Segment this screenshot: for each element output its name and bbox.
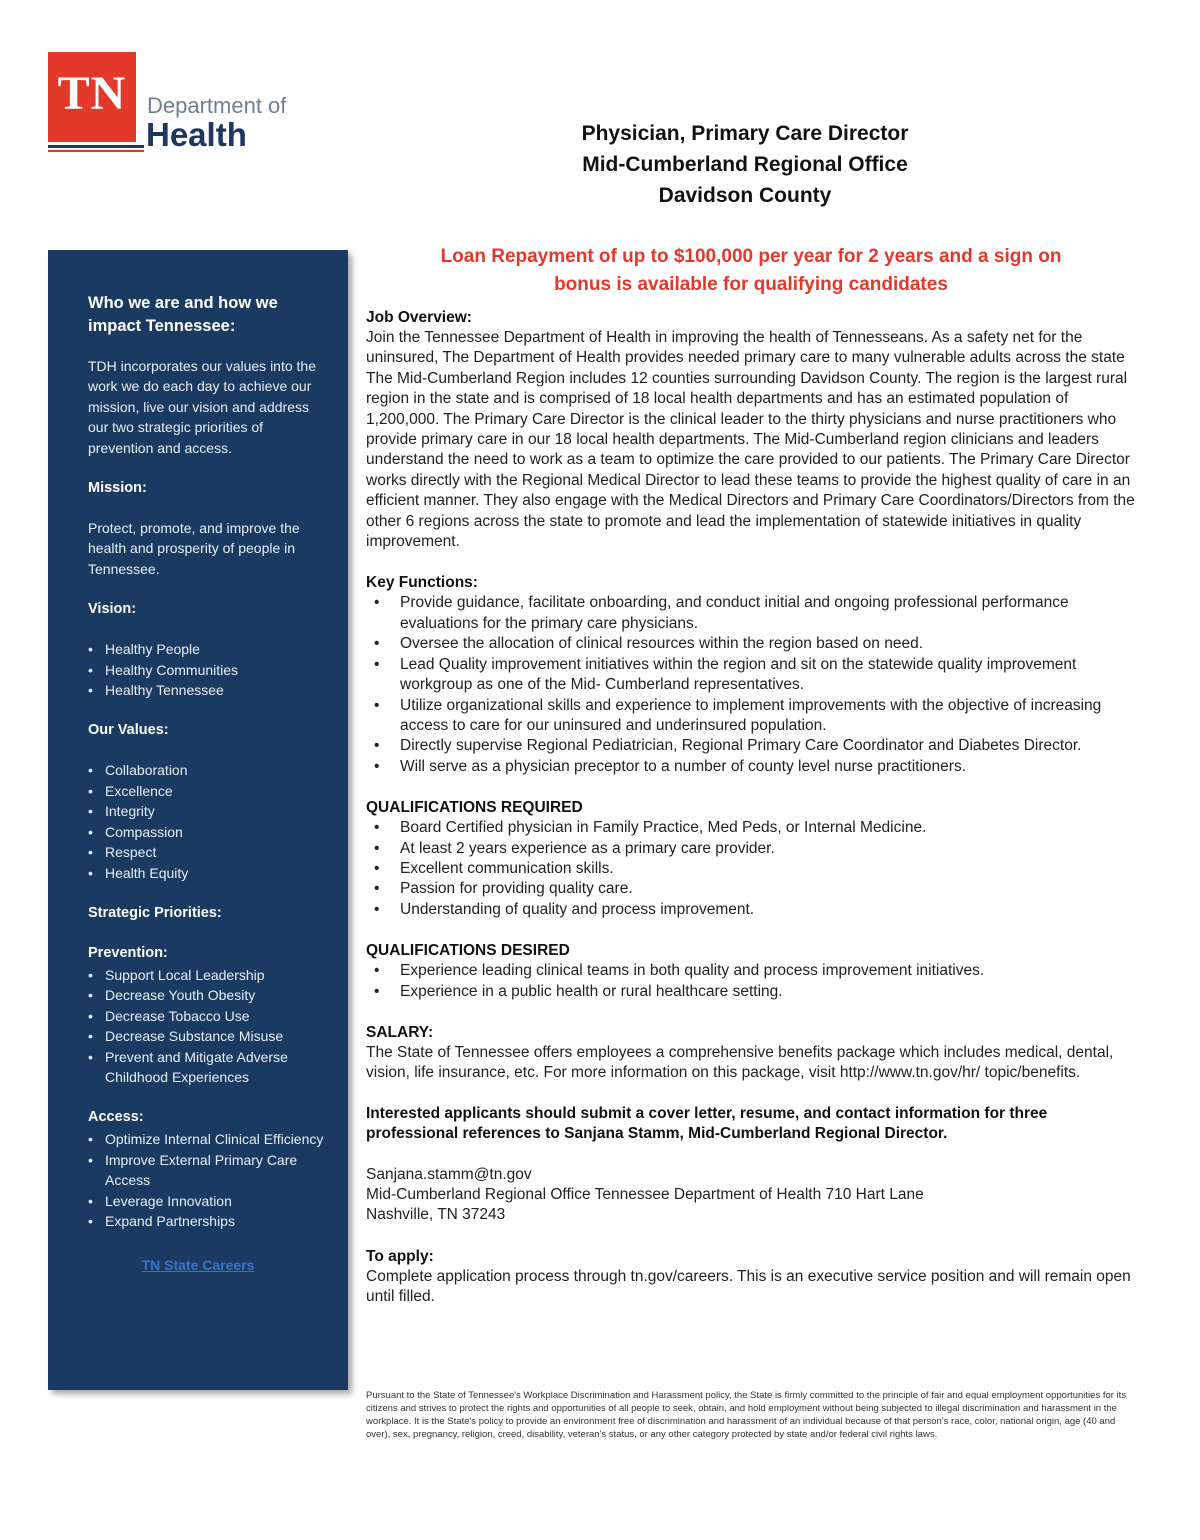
list-item: • Decrease Youth Obesity: [88, 985, 328, 1005]
list-item: • Decrease Tobacco Use: [88, 1006, 328, 1026]
list-item: • Healthy Communities: [88, 660, 328, 680]
qualifications-desired-heading: QUALIFICATIONS DESIRED: [366, 942, 570, 960]
job-title: Physician, Primary Care Director: [581, 122, 909, 145]
list-item: • Utilize organizational skills and experience to implement improvements with the objective of increasing access to care for our uninsured and underinsured population.: [366, 696, 1136, 737]
list-item: • Board Certified physician in Family Practice, Med Peds, or Internal Medicine.: [366, 818, 1136, 838]
promo-line-1: Loan Repayment of up to $100,000 per year for 2 years and a sign on: [440, 246, 1062, 267]
qualifications-required-heading: QUALIFICATIONS REQUIRED: [366, 799, 583, 817]
vision-list: [88, 639, 328, 700]
promo-line-2: bonus is available for qualifying candidates: [554, 274, 948, 295]
list-item: • Healthy People: [88, 639, 328, 659]
list-item: • Collaboration: [88, 760, 328, 780]
sidebar-heading: Who we are and how we impact Tennessee:: [88, 294, 278, 335]
salary-text: The State of Tennessee offers employees a comprehensive benefits package which includes medical, dental, vision, life insurance, etc. For more information on this package, visit http://www.tn.gov/hr/ topic/benefits.: [366, 1043, 1114, 1082]
office-title: Mid-Cumberland Regional Office: [582, 153, 908, 176]
list-item: • Decrease Substance Misuse: [88, 1026, 328, 1046]
logo-health-text: Health: [146, 116, 247, 153]
list-item: • Support Local Leadership: [88, 965, 328, 985]
values-heading: Our Values:: [88, 722, 169, 739]
list-item: • Integrity: [88, 801, 328, 821]
main-content: [366, 243, 1136, 1308]
key-functions-list: [366, 593, 1136, 777]
list-item: • Understanding of quality and process improvement.: [366, 900, 1136, 920]
job-title-block: [500, 118, 990, 211]
list-item: • Prevent and Mitigate Adverse Childhood Experiences: [88, 1047, 328, 1088]
sidebar-panel: [48, 250, 348, 1390]
sidebar-intro: TDH incorporates our values into the work we do each day to achieve our mission, live our vision and address our two strategic priorities of prevention and access.: [88, 358, 316, 456]
job-overview-heading: Job Overview:: [366, 309, 472, 326]
key-functions-heading: Key Functions:: [366, 574, 478, 592]
logo-department-text: Department of: [147, 93, 287, 118]
to-apply-text: Complete application process through tn.gov/careers. This is an executive service position and will remain open until filled.: [366, 1267, 1131, 1306]
list-item: • Excellent communication skills.: [366, 859, 1136, 879]
logo-red-bar: [48, 150, 144, 152]
list-item: • Health Equity: [88, 863, 328, 883]
list-item: • Oversee the allocation of clinical resources within the region based on need.: [366, 634, 1136, 654]
applicants-instructions: Interested applicants should submit a cover letter, resume, and contact information for three professional references to Sanjana Stamm, Mid-Cumberland Regional Director.: [366, 1104, 1048, 1143]
list-item: • Leverage Innovation: [88, 1191, 328, 1211]
list-item: • Excellence: [88, 781, 328, 801]
list-item: • Optimize Internal Clinical Efficiency: [88, 1129, 328, 1149]
list-item: • Experience leading clinical teams in both quality and process improvement initiatives.: [366, 961, 1136, 981]
list-item: • Expand Partnerships: [88, 1211, 328, 1231]
to-apply-heading: To apply:: [366, 1247, 434, 1265]
list-item: • Will serve as a physician preceptor to a number of county level nurse practitioners.: [366, 757, 1136, 777]
equal-opportunity-statement: Pursuant to the State of Tennessee's Workplace Discrimination and Harassment policy, the State is firmly committed to the principle of fair and equal employment opportunities for its citizens and strives to protect the rights and opportunities of all people to seek, obtain, and hold employment without being subjected to illegal discrimination and harassment in the workplace. It is the State's policy to provide an environment free of discrimination and harassment of an individual because of that person's race, color, national origin, age (40 and over), sex, pregnancy, religion, creed, disability, veteran's status, or any other category protected by state and/or federal civil rights laws.: [366, 1390, 1127, 1440]
mission-heading: Mission:: [88, 480, 147, 497]
list-item: • Improve External Primary Care Access: [88, 1150, 328, 1191]
qualifications-desired-list: [366, 961, 1136, 1002]
list-item: • Directly supervise Regional Pediatrician, Regional Primary Care Coordinator and Diabetes Director.: [366, 736, 1136, 756]
list-item: • Compassion: [88, 822, 328, 842]
access-list: [88, 1129, 328, 1231]
tn-state-careers-link[interactable]: TN State Careers: [141, 1257, 255, 1274]
list-item: • At least 2 years experience as a primary care provider.: [366, 839, 1136, 859]
salary-heading: SALARY:: [366, 1023, 434, 1041]
list-item: • Lead Quality improvement initiatives within the region and sit on the statewide quality improvement workgroup as one of the Mid- Cumberland representatives.: [366, 655, 1136, 696]
vision-heading: Vision:: [88, 601, 137, 618]
qualifications-required-list: [366, 818, 1136, 920]
contact-address-line-1: Mid-Cumberland Regional Office Tennessee Department of Health 710 Hart Lane: [366, 1186, 924, 1203]
list-item: • Respect: [88, 842, 328, 862]
prevention-heading: Prevention:: [88, 944, 168, 961]
loan-repayment-banner: [366, 243, 1136, 299]
contact-address-line-2: Nashville, TN 37243: [366, 1206, 506, 1224]
contact-email[interactable]: Sanjana.stamm@tn.gov: [366, 1165, 532, 1183]
mission-text: Protect, promote, and improve the health and prosperity of people in Tennessee.: [88, 520, 300, 577]
prevention-list: [88, 965, 328, 1087]
logo-navy-bar: [48, 145, 144, 148]
list-item: • Healthy Tennessee: [88, 680, 328, 700]
list-item: • Provide guidance, facilitate onboarding, and conduct initial and ongoing professional performance evaluations for the primary care physicians.: [366, 593, 1136, 634]
values-list: [88, 760, 328, 882]
county-title: Davidson County: [658, 184, 832, 207]
priorities-heading: Strategic Priorities:: [88, 904, 222, 921]
list-item: • Passion for providing quality care.: [366, 879, 1136, 899]
access-heading: Access:: [88, 1109, 144, 1126]
job-overview-text: Join the Tennessee Department of Health in improving the health of Tennesseans. As a safety net for the uninsured, The Department of Health provides needed primary care to many vulnerable adults across the state The Mid-Cumberland Region includes 12 counties surrounding Davidson County. The region is the largest rural region in the state and is comprised of 18 local health departments and has an estimated population of 1,200,000. The Primary Care Director is the clinical leader to the thirty physicians and nurse practitioners who provide primary care in our 18 local health departments. The Mid-Cumberland region clinicians and leaders understand the need to work as a team to optimize the care provided to our patients. The Primary Care Director works directly with the Regional Medical Director to lead these teams to provide the highest quality of care in an efficient manner. They also engage with the Medical Directors and Primary Care Coordinators/Directors from the other 6 regions across the state to promote and lead the implementation of statewide initiatives in quality improvement.: [366, 329, 1135, 551]
tn-health-logo: [48, 52, 298, 162]
list-item: • Experience in a public health or rural healthcare setting.: [366, 982, 1136, 1002]
logo-tn-text: TN: [57, 67, 127, 120]
logo-red-box: [48, 52, 136, 142]
